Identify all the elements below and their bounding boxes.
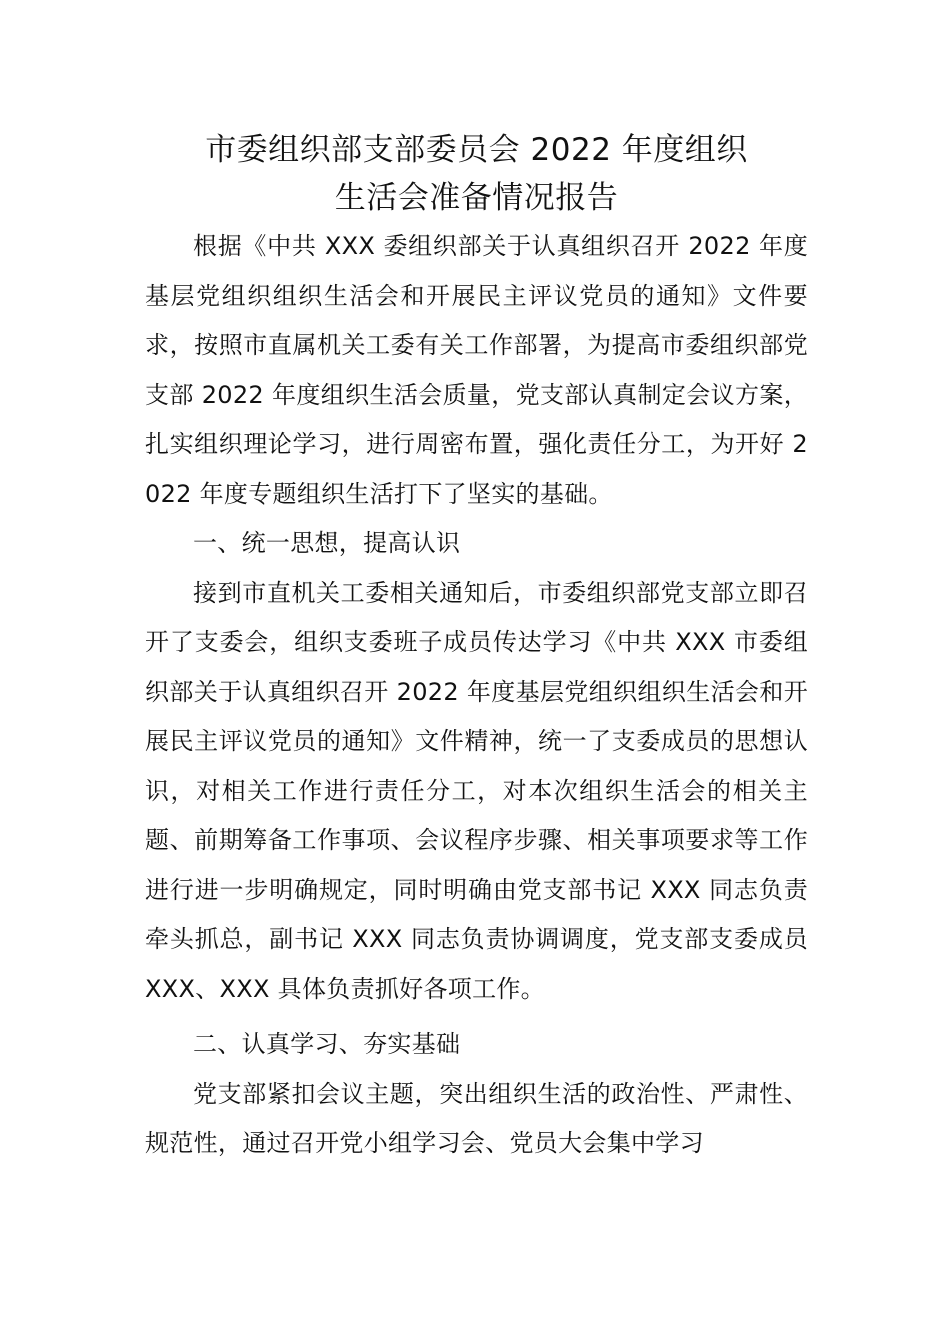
section-1-paragraph: 接到市直机关工委相关通知后，市委组织部党支部立即召开了支委会，组织支委班子成员传达学习《中共 XXX 市委组织部关于认真组织召开 2022 年度基层党组织组织生活会和开展民主评议党员的通知》文件精神，统一了支委成员的思想认识，对相关工作进行责任分工，对本次组织生活会的相关主题、前期筹备工作事项、会议程序步骤、相关事项要求等工作进行进一步明确规定，同时明确由党支部书记 XXX 同志负责牵头抓总，副书记 XXX 同志负责协调调度，党支部支委成员 XXX、XXX 具体负责抓好各项工作。 bbox=[145, 578, 808, 1003]
section-heading-2: 二、认真学习、夯实基础 bbox=[193, 1030, 461, 1058]
title-line-2: 生活会准备情况报告 bbox=[334, 180, 619, 216]
section-heading-1: 一、统一思想，提高认识 bbox=[193, 529, 461, 557]
intro-paragraph: 根据《中共 XXX 委组织部关于认真组织召开 2022 年度基层党组织组织生活会和开展民主评议党员的通知》文件要求，按照市直属机关工委有关工作部署，为提高市委组织部党支部 2022 年度组织生活会质量，党支部认真制定会议方案，扎实组织理论学习，进行周密布置，强化责任分工，为开好 2022 年度专题组织生活打下了坚实的基础。 bbox=[145, 232, 808, 508]
section-2-paragraph: 党支部紧扣会议主题，突出组织生活的政治性、严肃性、规范性，通过召开党小组学习会、党员大会集中学习 bbox=[145, 1079, 808, 1157]
title-line-1: 市委组织部支部委员会 2022 年度组织 bbox=[205, 132, 748, 168]
document-title bbox=[145, 126, 808, 222]
